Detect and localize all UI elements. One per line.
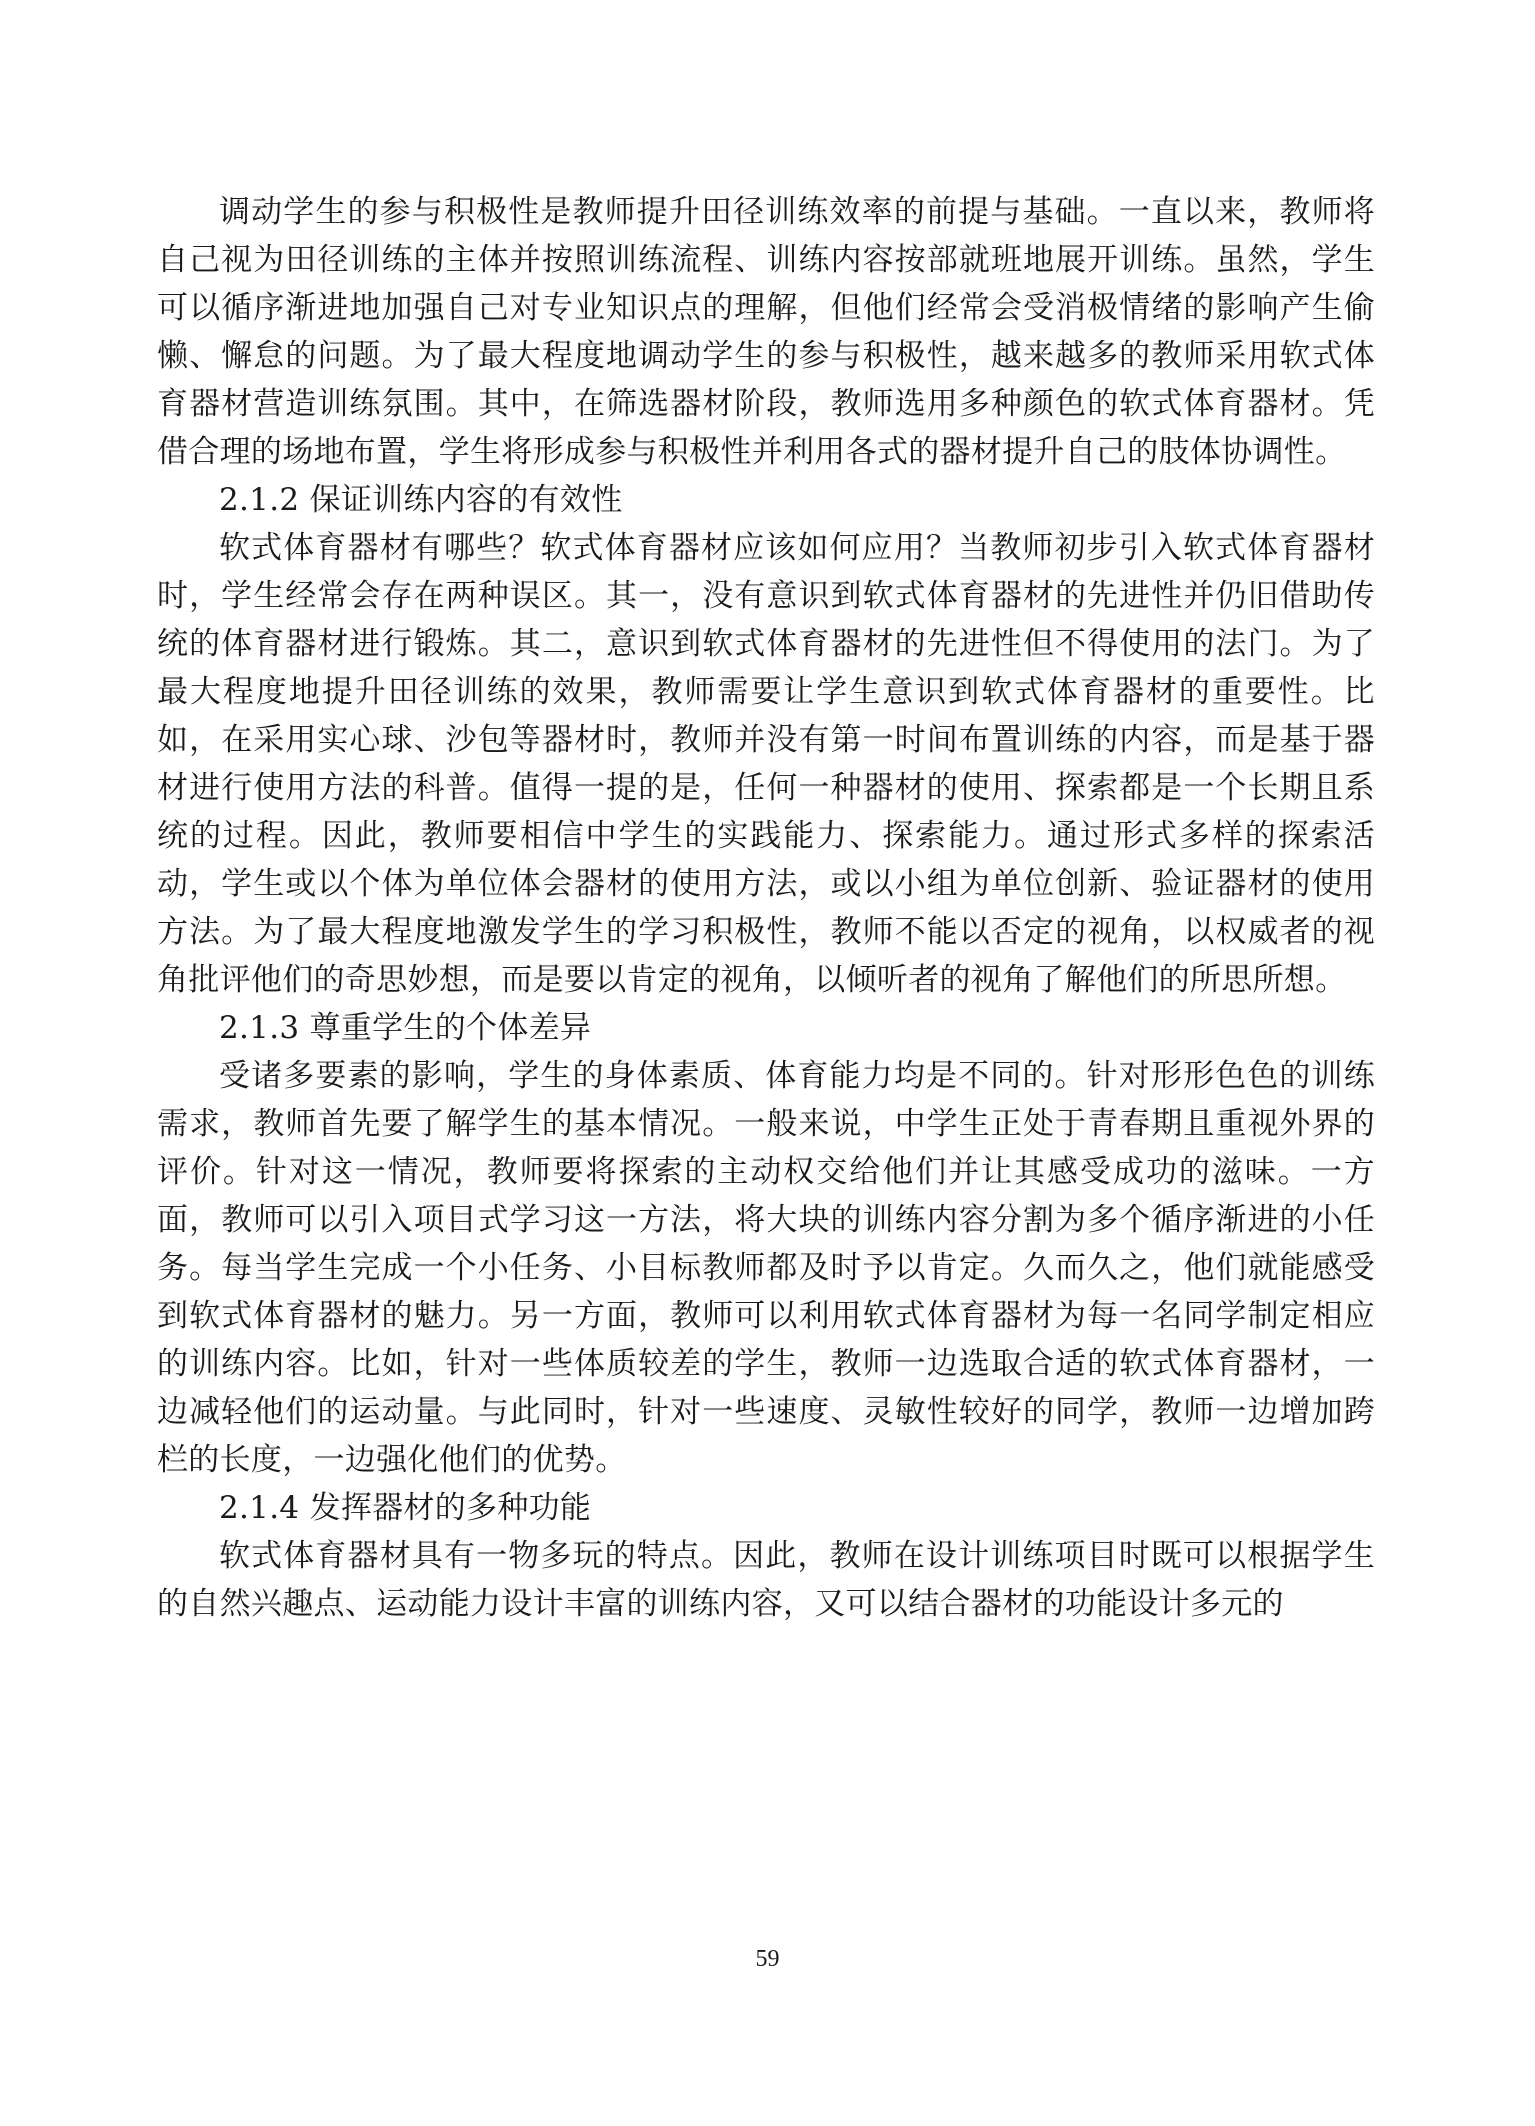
body-paragraph: 软式体育器材具有一物多玩的特点。因此，教师在设计训练项目时既可以根据学生的自然兴趣点、运动能力设计丰富的训练内容，又可以结合器材的功能设计多元的 [157, 1538, 1375, 1622]
body-paragraph: 调动学生的参与积极性是教师提升田径训练效率的前提与基础。一直以来，教师将自己视为田径训练的主体并按照训练流程、训练内容按部就班地展开训练。虽然，学生可以循序渐进地加强自己对专业知识点的理解，但他们经常会受消极情绪的影响产生偷懒、懈怠的问题。为了最大程度地调动学生的参与积极性，越来越多的教师采用软式体育器材营造训练氛围。其中，在筛选器材阶段，教师选用多种颜色的软式体育器材。凭借合理的场地布置，学生将形成参与积极性并利用各式的器材提升自己的肢体协调性。 [157, 194, 1375, 470]
page-number: 59 [755, 1946, 780, 1972]
body-paragraph: 软式体育器材有哪些？软式体育器材应该如何应用？当教师初步引入软式体育器材时，学生经常会存在两种误区。其一，没有意识到软式体育器材的先进性并仍旧借助传统的体育器材进行锻炼。其二，意识到软式体育器材的先进性但不得使用的法门。为了最大程度地提升田径训练的效果，教师需要让学生意识到软式体育器材的重要性。比如，在采用实心球、沙包等器材时，教师并没有第一时间布置训练的内容，而是基于器材进行使用方法的科普。值得一提的是，任何一种器材的使用、探索都是一个长期且系统的过程。因此，教师要相信中学生的实践能力、探索能力。通过形式多样的探索活动，学生或以个体为单位体会器材的使用方法，或以小组为单位创新、验证器材的使用方法。为了最大程度地激发学生的学习积极性，教师不能以否定的视角，以权威者的视角批评他们的奇思妙想，而是要以肯定的视角，以倾听者的视角了解他们的所思所想。 [157, 530, 1375, 998]
section-heading: 2.1.2 保证训练内容的有效性 [219, 482, 623, 518]
body-paragraph: 受诸多要素的影响，学生的身体素质、体育能力均是不同的。针对形形色色的训练需求，教师首先要了解学生的基本情况。一般来说，中学生正处于青春期且重视外界的评价。针对这一情况，教师要将探索的主动权交给他们并让其感受成功的滋味。一方面，教师可以引入项目式学习这一方法，将大块的训练内容分割为多个循序渐进的小任务。每当学生完成一个小任务、小目标教师都及时予以肯定。久而久之，他们就能感受到软式体育器材的魅力。另一方面，教师可以利用软式体育器材为每一名同学制定相应的训练内容。比如，针对一些体质较差的学生，教师一边选取合适的软式体育器材，一边减轻他们的运动量。与此同时，针对一些速度、灵敏性较好的同学，教师一边增加跨栏的长度，一边强化他们的优势。 [157, 1058, 1375, 1478]
section-heading: 2.1.4 发挥器材的多种功能 [219, 1490, 592, 1526]
section-heading: 2.1.3 尊重学生的个体差异 [219, 1010, 592, 1046]
document-body [157, 188, 1375, 1628]
